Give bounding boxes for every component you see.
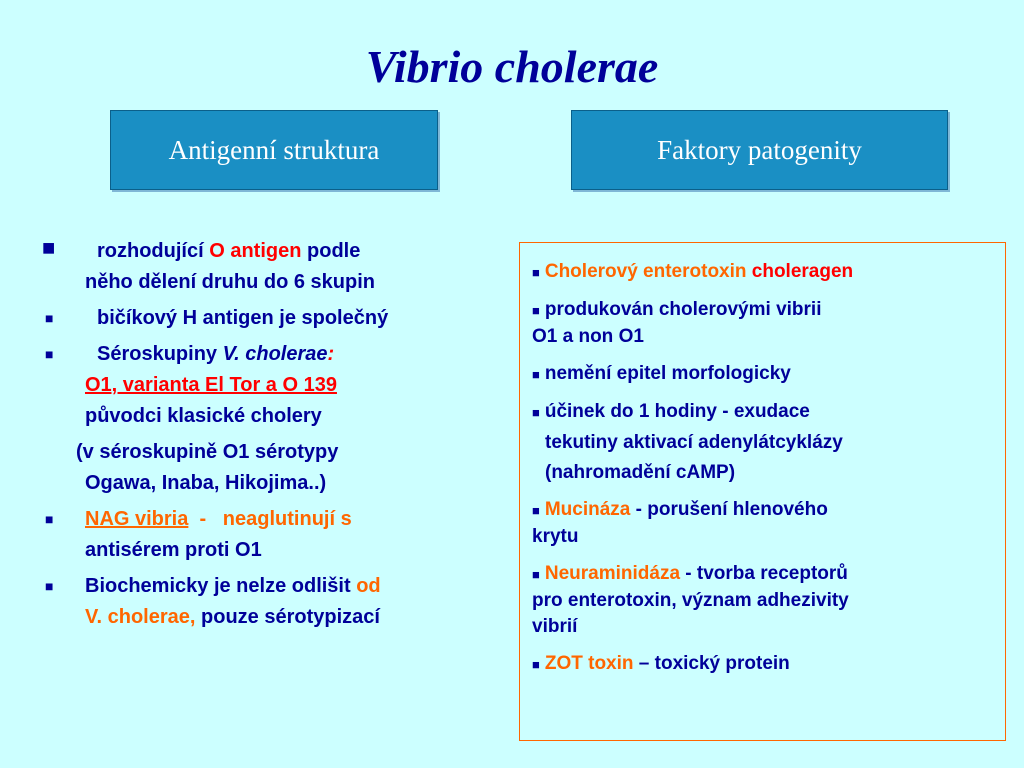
antigen-list	[40, 236, 520, 638]
square-bullet-icon: ■	[532, 503, 540, 518]
item-highlight: NAG vibria	[85, 508, 189, 530]
list-item	[532, 361, 995, 388]
item-highlight: Mucináza	[544, 499, 631, 520]
list-item-continuation	[532, 430, 995, 456]
square-bullet-icon: ■	[45, 511, 54, 527]
item-highlight: ZOT toxin	[544, 653, 634, 674]
list-item	[40, 303, 520, 334]
square-bullet-icon: ■	[532, 367, 540, 382]
item-text: Biochemicky je nelze odlišit	[85, 575, 357, 597]
item-text: účinek do 1 hodiny - exudace	[544, 401, 810, 422]
item-highlight: O antigen	[209, 240, 302, 262]
list-item	[532, 561, 995, 640]
item-highlight: Cholerový enterotoxin	[544, 261, 752, 282]
item-text: tekutiny aktivací adenylátcyklázy	[545, 432, 843, 453]
item-text: porušení hlenového	[647, 499, 828, 520]
item-text: něho dělení druhu do 6 skupin	[85, 271, 376, 293]
list-item-continuation	[532, 460, 995, 486]
item-highlight: :	[327, 343, 335, 365]
list-item	[40, 504, 520, 566]
item-text: rozhodující	[97, 240, 210, 262]
square-bullet-icon: ■	[45, 310, 54, 326]
item-text: bičíkový H antigen je společný	[97, 307, 389, 329]
item-text: původci klasické cholery	[85, 405, 322, 427]
item-text: Ogawa, Inaba, Hikojima..)	[85, 472, 327, 494]
square-bullet-icon: ■	[532, 405, 540, 420]
pathogenicity-panel	[519, 242, 1006, 741]
list-item	[532, 399, 995, 426]
list-item	[40, 571, 520, 633]
item-highlight: od	[356, 575, 381, 597]
square-bullet-icon: ■	[532, 303, 540, 318]
item-text: (nahromadění cAMP)	[545, 462, 736, 483]
list-item	[532, 297, 995, 350]
item-highlight: choleragen	[751, 261, 854, 282]
square-bullet-icon: ■	[42, 235, 56, 260]
item-text: podle	[301, 240, 361, 262]
item-text: produkován cholerovými vibrii	[544, 299, 822, 320]
list-item	[532, 259, 995, 286]
square-bullet-icon: ■	[532, 657, 540, 672]
list-item	[532, 497, 995, 550]
item-text: vibrií	[532, 616, 578, 637]
square-bullet-icon: ■	[45, 578, 54, 594]
item-highlight: V. cholerae,	[85, 606, 196, 628]
square-bullet-icon: ■	[532, 265, 540, 280]
list-item	[40, 236, 520, 298]
item-text: -	[630, 499, 648, 520]
item-text: - tvorba receptorů	[680, 563, 848, 584]
list-item	[40, 339, 520, 432]
item-text: antisérem proti O1	[85, 539, 262, 561]
serotype-note	[40, 437, 520, 499]
item-text: – toxický protein	[633, 653, 790, 674]
item-text: krytu	[532, 526, 579, 547]
item-text: pro enterotoxin, význam adhezivity	[532, 590, 849, 611]
item-highlight: - neaglutinují s	[188, 508, 352, 530]
item-text: Séroskupiny	[97, 343, 223, 365]
slide-title: Vibrio cholerae	[365, 41, 659, 92]
item-text: pouze sérotypizací	[195, 606, 380, 628]
item-highlight: O1, varianta El Tor a O 139	[85, 374, 337, 396]
item-text: nemění epitel morfologicky	[544, 363, 791, 384]
list-item	[532, 651, 995, 678]
item-italic: V. cholerae	[222, 343, 328, 365]
antigen-structure-box	[110, 110, 438, 190]
item-text: (v séroskupině O1 sérotypy	[76, 441, 339, 463]
pathogenicity-factors-box	[571, 110, 948, 190]
item-text: O1 a non O1	[532, 326, 644, 347]
square-bullet-icon: ■	[45, 346, 54, 362]
item-highlight: Neuraminidáza	[544, 563, 681, 584]
pathogenicity-factors-label: Faktory patogenity	[657, 134, 862, 165]
antigen-structure-label: Antigenní struktura	[168, 134, 380, 165]
square-bullet-icon: ■	[532, 567, 540, 582]
